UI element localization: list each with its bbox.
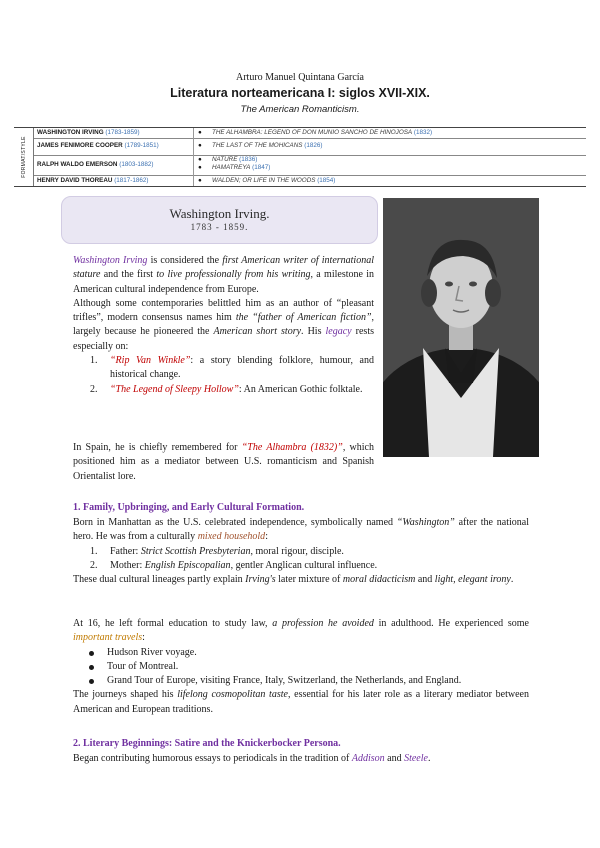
table-row: RALPH WALDO EMERSON (1803-1882) ● NATURE (1836) ● HAMATREYA (1847)	[34, 155, 586, 176]
table-row: HENRY DAVID THOREAU (1817-1862) ● WALDEN; OR LIFE IN THE WOODS (1854)	[34, 175, 586, 186]
table-row: JAMES FENIMORE COOPER (1789-1851) ● THE LAST OF THE MOHICANS (1826)	[34, 138, 586, 156]
table-row: WASHINGTON IRVING (1783-1859) ● THE ALHAMBRA: LEGEND OF DON MUNIO SANCHO DE HINOJOSA (1832)	[34, 128, 586, 139]
author-name-cell: WASHINGTON IRVING	[37, 129, 104, 136]
section-family: Born in Manhattan as the U.S. celebrated independence, symbolically named “Washington” after the national hero. He was from a culturally mixed household: 1. Father: Strict Scottish Presbyterian, moral rigour, disciple. 2. Mother: English Episcopalian, gentler Anglican cultural influence. These dual cultural lineages partly explain Irving's later mixture of moral didacticism and light, elegant irony.	[73, 517, 529, 586]
section-literary: Began contributing humorous essays to periodicals in the tradition of Addison and Steele.	[73, 753, 431, 764]
work-title: HAMATREYA	[212, 164, 251, 171]
author-name-box	[61, 196, 378, 244]
author-name-cell: JAMES FENIMORE COOPER	[37, 142, 123, 149]
work-title: THE ALHAMBRA: LEGEND OF DON MUNIO SANCHO DE HINOJOSA	[212, 129, 413, 136]
intro-paragraph: Washington Irving is considered the first American writer of international stature and the first to live professionally from his writing, a milestone in American cultural independence from Europe.	[73, 255, 375, 295]
list-item: Grand Tour of Europe, visiting France, Italy, Switzerland, the Netherlands, and England.	[73, 674, 529, 688]
authors-table	[14, 127, 586, 187]
parents-list	[73, 545, 529, 574]
document-subtitle: The American Romanticism.	[240, 104, 360, 115]
list-item: 1. Father: Strict Scottish Presbyterian, moral rigour, disciple.	[90, 545, 344, 557]
spain-paragraph: In Spain, he is chiefly remembered for “The Alhambra (1832)”, which positioned him as a mediator between U.S. romanticism and Spanish Orientalist lore.	[73, 442, 374, 482]
section-heading: 2. Literary Beginnings: Satire and the Knickerbocker Persona.	[73, 738, 341, 749]
document-title: Literatura norteamericana I: siglos XVII-XIX.	[170, 86, 430, 100]
work-title: THE LAST OF THE MOHICANS	[212, 142, 303, 149]
author-heading: Washington Irving.	[169, 206, 270, 221]
section-heading: 1. Family, Upbringing, and Early Cultural Formation.	[73, 502, 305, 513]
work-title: WALDEN; OR LIFE IN THE WOODS	[212, 177, 316, 184]
list-item: 2. Mother: English Episcopalian, gentler Anglican cultural influence.	[90, 559, 378, 571]
portrait-image	[383, 198, 539, 457]
list-item: Hudson River voyage.	[73, 646, 529, 660]
section-travels: At 16, he left formal education to study law, a profession he avoided in adulthood. He experienced some important travels: Hudson River voyage. Tour of Montreal. Grand Tour of Europe, visiting France, Italy, Switzerland, the Netherlands, and England. The journeys shaped his lifelong cosmopolitan taste, essential for his later role as a literary mediator between American and European traditions.	[73, 618, 529, 715]
work-title: NATURE	[212, 156, 238, 163]
author-years: 1783 - 1859.	[190, 222, 249, 232]
author-name-cell: RALPH WALDO EMERSON	[37, 161, 118, 168]
author-name-cell: HENRY DAVID THOREAU	[37, 177, 113, 184]
legacy-list	[73, 354, 374, 397]
intro-paragraph: Although some contemporaries belittled him as an author of “pleasant trifles”, modern consensus names him the “father of American fiction”, largely because he pioneered the American short story. His legacy rests especially on:	[73, 297, 374, 352]
list-item: Tour of Montreal.	[73, 660, 529, 674]
intro-text	[73, 254, 374, 397]
travels-list	[73, 646, 529, 689]
table-side-label: FORMAT/STYLE	[14, 128, 34, 186]
list-item: 1. “Rip Van Winkle”: a story blending folklore, humour, and historical change.	[90, 355, 374, 381]
author-name: Arturo Manuel Quintana García	[235, 72, 364, 83]
list-item: 2. “The Legend of Sleepy Hollow”: An American Gothic folktale.	[90, 383, 363, 395]
